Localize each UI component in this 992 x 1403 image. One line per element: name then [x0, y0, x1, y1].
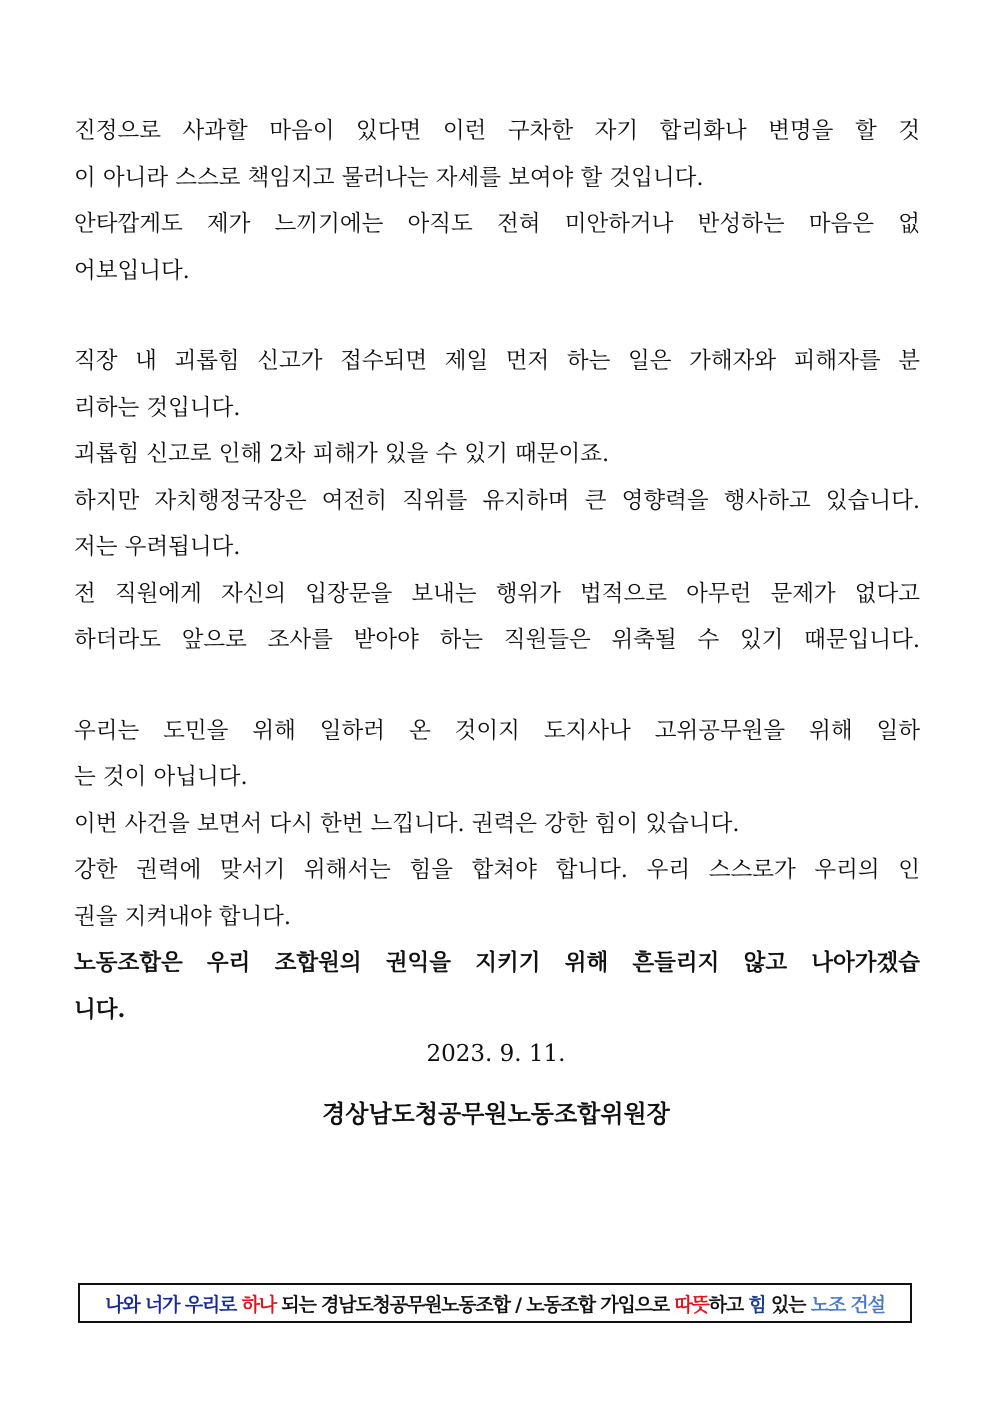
footer-slogan-box — [78, 1283, 912, 1323]
document-body — [74, 108, 920, 1033]
text-line: 하더라도 앞으로 조사를 받아야 하는 직원들은 위축될 수 있기 때문입니다. — [74, 627, 920, 653]
text-line: 어보입니다. — [74, 257, 190, 284]
text-line: 권을 지켜내야 합니다. — [74, 903, 292, 930]
text-line: 전 직원에게 자신의 입장문을 보내는 행위가 법적으로 아무런 문제가 없다고 — [74, 580, 920, 607]
text-line: 안타깝게도 제가 느끼기에는 아직도 전혀 미안하거나 반성하는 마음은 없 — [74, 211, 920, 237]
slogan-part: 노조 건설 — [810, 1293, 885, 1316]
slogan-part: 나와 너가 우리로 — [105, 1293, 242, 1316]
bold-statement-line: 니다. — [74, 996, 126, 1023]
slogan-part: 따뜻 — [674, 1293, 709, 1316]
paragraph-group-1 — [74, 108, 920, 294]
slogan-part: 되는 경남도청공무원노동조합 / 노동조합 가입으로 — [275, 1293, 675, 1316]
slogan-part: 힘 — [748, 1293, 766, 1316]
text-line: 하지만 자치행정국장은 여전히 직위를 유지하며 큰 영향력을 행사하고 있습니다. — [74, 487, 920, 514]
text-line: 는 것이 아닙니다. — [74, 764, 248, 790]
text-line: 이번 사건을 보면서 다시 한번 느낍니다. 권력은 강한 힘이 있습니다. — [74, 810, 740, 837]
text-line: 강한 권력에 맞서기 위해서는 힘을 합쳐야 합니다. 우리 스스로가 우리의 인 — [74, 857, 920, 883]
text-line: 우리는 도민을 위해 일하러 온 것이지 도지사나 고위공무원을 위해 일하 — [74, 717, 920, 744]
text-line: 저는 우려됩니다. — [74, 534, 241, 560]
signature: 경상남도청공무원노동조합위원장 — [322, 1099, 670, 1128]
document-date: 2023. 9. 11. — [426, 1041, 566, 1067]
text-line: 진정으로 사과할 마음이 있다면 이런 구차한 자기 합리화나 변명을 할 것 — [74, 118, 920, 144]
text-line: 직장 내 괴롭힘 신고가 접수되면 제일 먼저 하는 일은 가해자와 피해자를 분 — [74, 348, 920, 374]
bold-statement-line: 노동조합은 우리 조합원의 권익을 지키기 위해 흔들리지 않고 나아가겠습 — [74, 950, 920, 976]
paragraph-group-2 — [74, 338, 920, 664]
text-line: 괴롭힘 신고로 인해 2차 피해가 있을 수 있기 때문이죠. — [74, 441, 610, 467]
text-line: 리하는 것입니다. — [74, 394, 241, 421]
slogan-part: 있는 — [765, 1293, 811, 1316]
slogan-part: 하고 — [708, 1293, 749, 1316]
paragraph-group-3 — [74, 708, 920, 1034]
slogan-part: 하나 — [241, 1293, 276, 1316]
text-line: 이 아니라 스스로 책임지고 물러나는 자세를 보여야 할 것입니다. — [74, 164, 704, 191]
